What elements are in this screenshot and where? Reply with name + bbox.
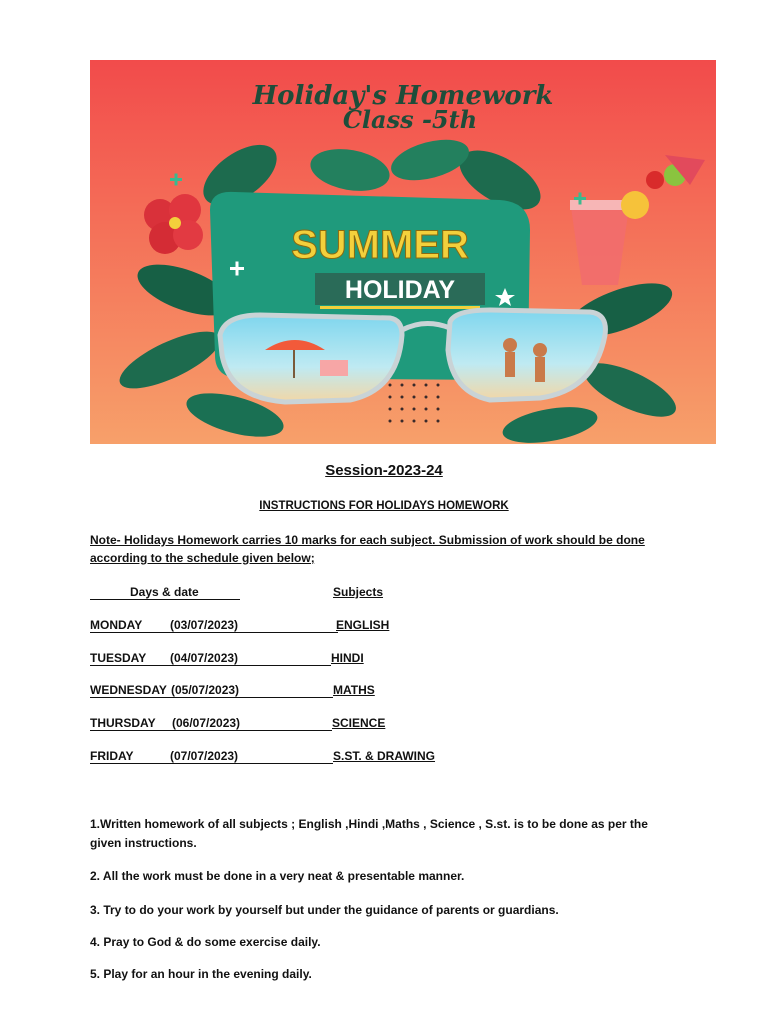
schedule-header <box>90 585 390 601</box>
schedule-underline <box>90 665 331 666</box>
schedule-subject: MATHS <box>333 683 375 697</box>
header-days-label: Days & date <box>130 585 199 599</box>
instructions-title: INSTRUCTIONS FOR HOLIDAYS HOMEWORK <box>259 500 509 512</box>
schedule-row <box>90 651 490 667</box>
schedule-subject: ENGLISH <box>336 618 390 632</box>
instruction-point: 4. Pray to God & do some exercise daily. <box>90 935 321 949</box>
schedule-day: FRIDAY <box>90 749 134 763</box>
schedule-underline <box>90 730 332 731</box>
summer-holiday-banner <box>90 60 716 444</box>
schedule-underline <box>90 632 338 633</box>
instruction-point: 1.Written homework of all subjects ; English ,Hindi ,Maths , Science , S.st. is to be done as per the given instructions. <box>90 817 648 850</box>
schedule-row <box>90 618 490 634</box>
schedule-row <box>90 749 490 765</box>
schedule-underline <box>90 763 333 764</box>
schedule-day: MONDAY <box>90 618 143 632</box>
instruction-point: 3. Try to do your work by yourself but under the guidance of parents or guardians. <box>90 903 559 917</box>
banner-summer-text: SUMMER <box>291 223 469 267</box>
schedule-day: THURSDAY <box>90 716 156 730</box>
note-paragraph: Note- Holidays Homework carries 10 marks for each subject. Submission of work should be done according to the schedule given below; <box>90 533 645 565</box>
session-title: Session-2023-24 <box>325 462 443 479</box>
schedule-date: (06/07/2023) <box>172 716 241 730</box>
schedule-subject: SCIENCE <box>332 716 386 730</box>
header-subjects: Subjects <box>333 585 384 599</box>
holiday-underline <box>320 306 480 309</box>
banner-illustration <box>90 60 716 444</box>
schedule-date: (04/07/2023) <box>170 651 239 665</box>
schedule-row <box>90 716 490 732</box>
instruction-point: 5. Play for an hour in the evening daily. <box>90 967 312 981</box>
hibiscus-flower-icon <box>144 194 203 254</box>
schedule-day: WEDNESDAY <box>90 683 167 697</box>
schedule-row <box>90 683 490 699</box>
banner-heading-line1: Holiday's Homework <box>252 81 554 111</box>
schedule-date: (03/07/2023) <box>170 618 239 632</box>
schedule-day: TUESDAY <box>90 651 147 665</box>
banner-heading-line2: Class -5th <box>342 105 478 134</box>
schedule-date: (07/07/2023) <box>170 749 239 763</box>
schedule-date: (05/07/2023) <box>171 683 240 697</box>
schedule-subject: HINDI <box>331 651 364 665</box>
banner-holiday-text: HOLIDAY <box>344 276 456 304</box>
schedule-underline <box>90 697 333 698</box>
instruction-point: 2. All the work must be done in a very neat & presentable manner. <box>90 869 465 883</box>
schedule-subject: S.ST. & DRAWING <box>333 749 436 763</box>
header-days-date <box>90 585 240 600</box>
